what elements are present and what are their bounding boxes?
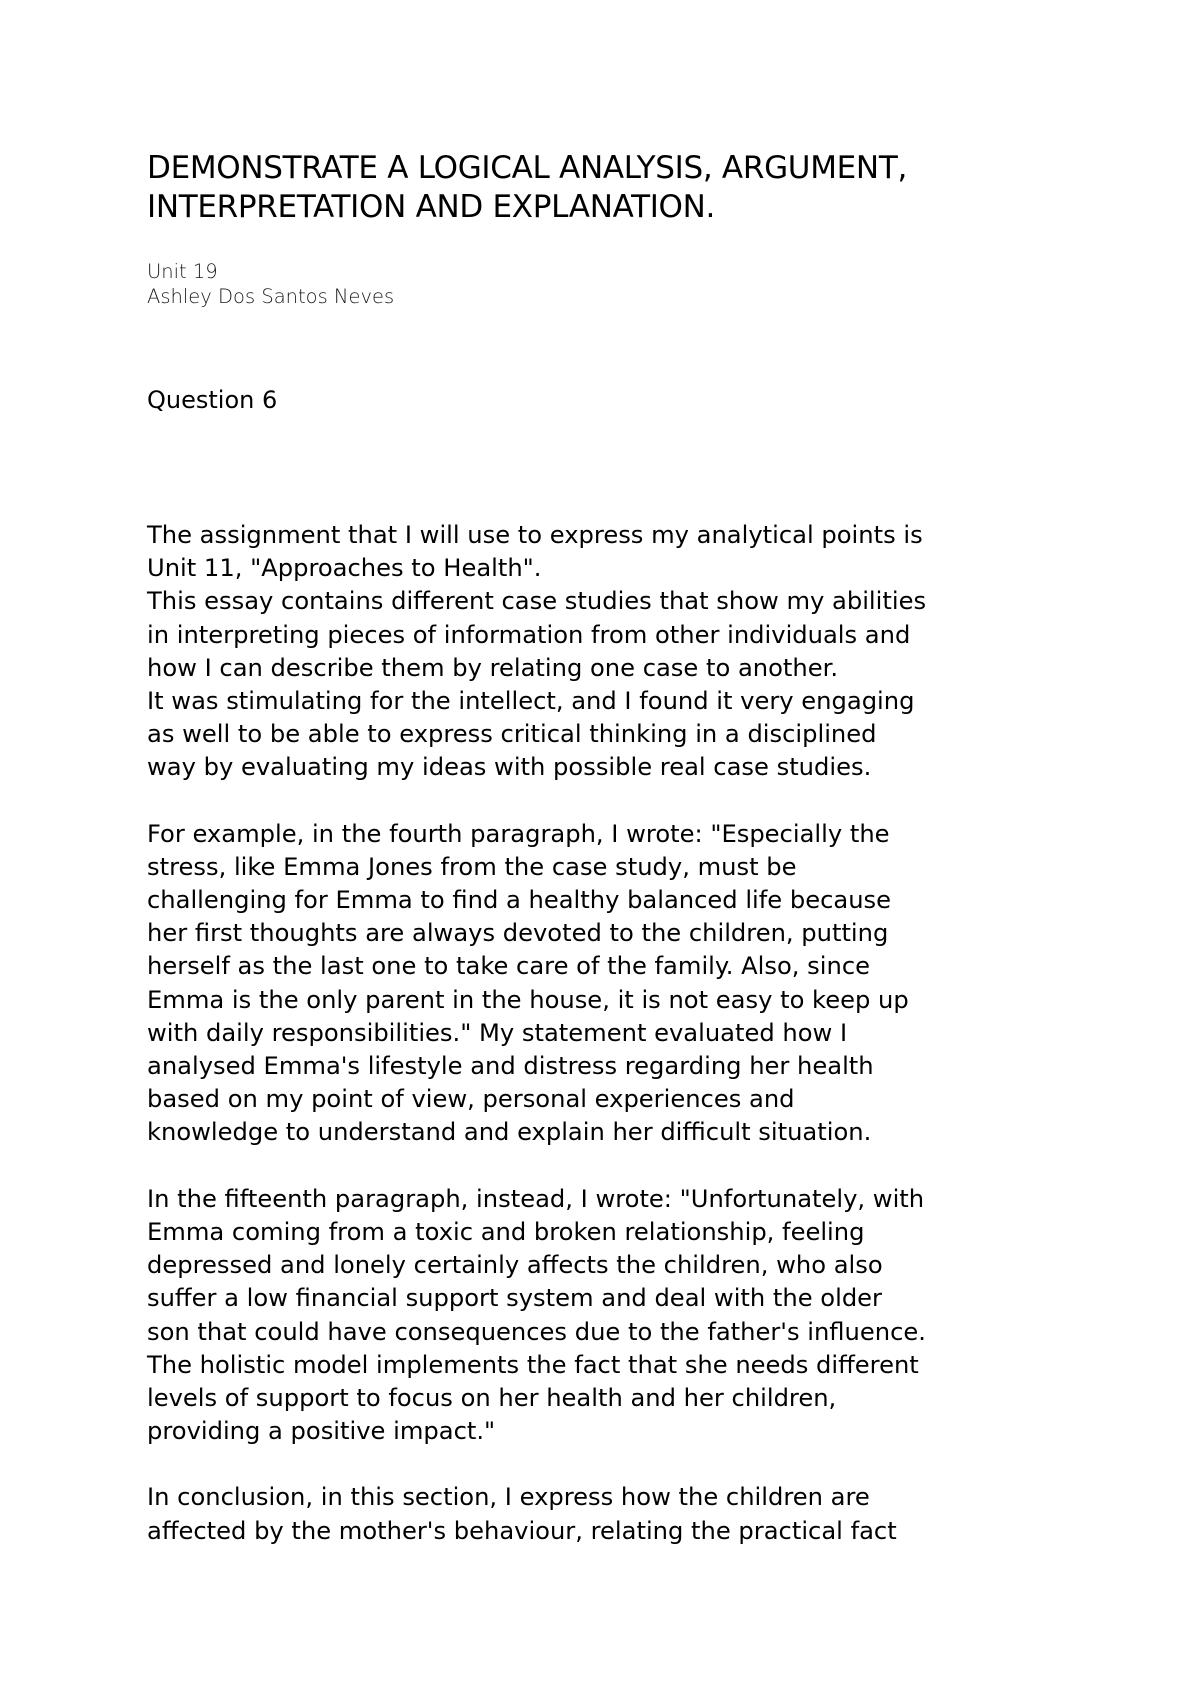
text-line: For example, in the fourth paragraph, I wrote: "Especially the xyxy=(147,819,890,848)
text-line: challenging for Emma to find a healthy balanced life because xyxy=(147,886,892,915)
text-line: The holistic model implements the fact that she needs different xyxy=(147,1350,919,1379)
text-line: It was stimulating for the intellect, and I found it very engaging xyxy=(147,686,915,715)
title-line: INTERPRETATION AND EXPLANATION. xyxy=(147,189,716,225)
text-line: with daily responsibilities." My statement evaluated how I xyxy=(147,1018,848,1047)
text-line: analysed Emma's lifestyle and distress regarding her health xyxy=(147,1052,874,1080)
text-line: based on my point of view, personal experiences and xyxy=(147,1085,795,1114)
paragraph xyxy=(147,1183,1107,1449)
title-line: DEMONSTRATE A LOGICAL ANALYSIS, ARGUMENT, xyxy=(147,150,908,186)
text-line: suffer a low financial support system and deal with the older xyxy=(147,1284,883,1313)
text-line: providing a positive impact." xyxy=(147,1417,496,1446)
text-line: how I can describe them by relating one case to another. xyxy=(147,653,839,682)
text-line: son that could have consequences due to the father's influence. xyxy=(147,1317,926,1346)
unit-label: Unit 19 xyxy=(147,260,218,283)
text-line: in interpreting pieces of information from other individuals and xyxy=(147,620,911,649)
text-line: herself as the last one to take care of the family. Also, since xyxy=(147,952,871,981)
paragraph-spacer xyxy=(147,785,1107,818)
document-title xyxy=(147,149,1107,227)
paragraph xyxy=(147,818,1107,1150)
text-line: knowledge to understand and explain her difficult situation. xyxy=(147,1118,872,1147)
paragraph xyxy=(147,519,1107,785)
text-line: This essay contains different case studies that show my abilities xyxy=(147,587,927,616)
text-line: her first thoughts are always devoted to the children, putting xyxy=(147,919,889,948)
text-line: affected by the mother's behaviour, relating the practical fact xyxy=(147,1516,897,1545)
text-line: The assignment that I will use to express my analytical points is xyxy=(147,521,923,549)
question-heading: Question 6 xyxy=(147,386,278,414)
text-line: levels of support to focus on her health and her children, xyxy=(147,1383,837,1412)
text-line: stress, like Emma Jones from the case study, must be xyxy=(147,852,797,881)
text-line: Unit 11, "Approaches to Health". xyxy=(147,554,542,583)
essay-body xyxy=(147,519,1107,1548)
text-line: In conclusion, in this section, I express how the children are xyxy=(147,1483,870,1512)
text-line: In the fifteenth paragraph, instead, I wrote: "Unfortunately, with xyxy=(147,1184,925,1213)
author-name: Ashley Dos Santos Neves xyxy=(147,285,395,308)
document-meta xyxy=(147,259,394,309)
text-line: Emma coming from a toxic and broken relationship, feeling xyxy=(147,1217,865,1246)
text-line: Emma is the only parent in the house, it is not easy to keep up xyxy=(147,985,909,1014)
paragraph-spacer xyxy=(147,1150,1107,1183)
paragraph-spacer xyxy=(147,1448,1107,1481)
text-line: as well to be able to express critical thinking in a disciplined xyxy=(147,720,877,749)
text-line: way by evaluating my ideas with possible real case studies. xyxy=(147,753,872,782)
text-line: depressed and lonely certainly affects the children, who also xyxy=(147,1251,883,1280)
paragraph xyxy=(147,1481,1107,1547)
